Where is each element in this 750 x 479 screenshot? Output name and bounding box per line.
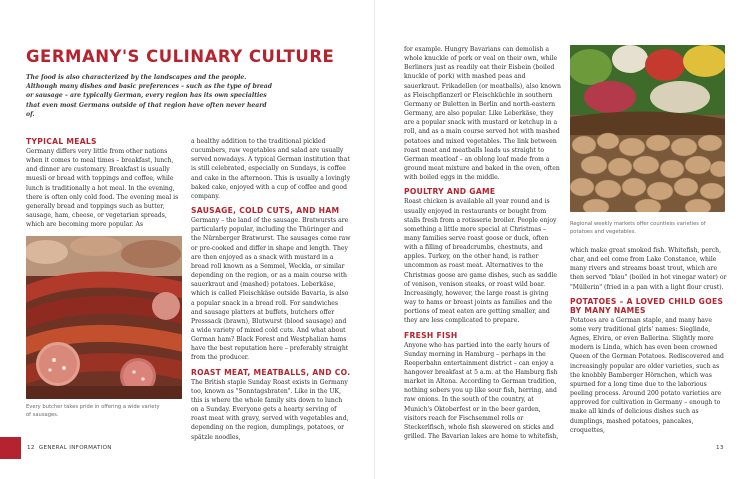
typical-meals-body: Germany differs very little from other nations when it comes to meal times – breakfast, lunch, and dinner are customary. Breakfast is usually muesli or bread with toppings and coffee, while lunch is traditionally a hot meal. In the evening, there is often only cold food. The evening meal is generally bread and toppings such as butter, sausage, ham, cheese, or vegetarian spreads, which are becoming more popular. As	[26, 148, 179, 229]
heading-poultry: POULTRY AND GAME	[404, 187, 496, 197]
column-2	[191, 137, 351, 442]
market-caption: Regional weekly markets offer countless varieties of potatoes and vegetables.	[570, 221, 706, 235]
vegetable-market-image	[570, 45, 725, 212]
butcher-photo	[26, 236, 182, 399]
roast-meat-body: The British staple Sunday Roast exists in Germany too, known as "Sonntagsbraten". Like in the UK, this is where the whole family sits down to lunch on a Sunday. Everyone gets a hearty serving of roast meat with gravy, served with vegetables and, depending on the region, dumplings, potatoes, or spätzle noodles,	[191, 378, 349, 441]
column-1	[26, 137, 183, 229]
butcher-caption: Every butcher takes pride in offering a wide variety of sausages.	[26, 404, 160, 418]
fresh-fish-continued: which make great smoked fish. Whitefish, perch, char, and eel come from Lake Constance, while many rivers and streams boast trout, which are then served "blau" (boiled in hot vinegar water) or "Müllerin" (fried in a pan with a light flour crust).	[570, 247, 727, 291]
footer-right-folio: 13	[716, 445, 724, 451]
poultry-body: Roast chicken is available all year round and is usually enjoyed in restaurants or bought from stalls fresh from a rotisserie broiler. People enjoy something a little more special at Christmas – many families serve roast goose or duck, often with a filling of breadcrumbs, chestnuts, and apples. Turkey, on the other hand, is rather uncommon as roast meat. Alternatives to the Christmas goose are game dishes, such as saddle of venison, venison steaks, or roast wild boar. Increasingly, however, the large roast is giving way to hams or breast joints as families and the portions of meat eaten are getting smaller, and they are less complicated to prepare.	[404, 198, 558, 325]
typical-meals-continued: a healthy addition to the traditional pickled cucumbers, raw vegetables and salad are usually served nowadays. A typical German institution that is still celebrated, especially on Sundays, is coffee and cake in the afternoon. This is usually a lovingly baked cake, enjoyed with a cup of coffee and good company.	[191, 138, 351, 200]
sausage-body: Germany – the land of the sausage. Bratwursts are particularly popular, including the Thüringer and the Nürnberger Bratwurst. The sausages come raw or pre-cooked and differ in shape and length. They are then enjoyed as a snack with mustard in a bread roll known as a Semmel, Weckla, or similar depending on the region, or as a main course with sauerkraut and (mashed) potatoes. Leberkäse, which is called Fleischkäse outside Bavaria, is also a popular snack in a bread roll. For sandwiches and sausage platters at buffets, butchers offer Presssack (brawn), Blutwurst (blood sausage) and a wide variety of mixed cold cuts. And what about German ham? Black Forest and Westphalian hams have the best reputation here – preferably straight from the producer.	[191, 217, 351, 362]
sausage-display-image	[26, 236, 182, 399]
heading-roast-meat: ROAST MEAT, MEATBALLS, AND CO.	[191, 367, 351, 377]
heading-potatoes: POTATOES – A LOVED CHILD GOES BY MANY NAMES	[570, 296, 724, 315]
article-title: GERMANY'S CULINARY CULTURE	[26, 47, 335, 66]
column-4	[570, 246, 728, 435]
roast-meat-continued: for example. Hungry Bavarians can demolish a whole knuckle of pork or veal on their own, while Berliners just as readily eat their Eisbein (boiled knuckle of pork) with mashed peas and sauerkraut. Frikadellen (or meatballs), also known as Fleischpflanzerl or Fleischküchle in southern Germany or Buletten in Berlin and north-eastern Germany, are also popular. Like Leberkäse, they are a popular snack with mustard or ketchup in a roll, and as a main course served hot with mashed potatoes and mixed vegetables. The link between roast meat and meatballs leads us straight to German meatloaf – an oblong loaf made from a ground meat mixture and baked in the oven, often with boiled eggs in the middle.	[404, 46, 561, 182]
footer-left-folio: 12 GENERAL INFORMATION	[27, 445, 112, 451]
heading-sausage: SAUSAGE, COLD CUTS, AND HAM	[191, 206, 340, 216]
fresh-fish-body: Anyone who has partied into the early hours of Sunday morning in Hamburg – perhaps in the Reeperbahn entertainment district – can enjoy a hangover breakfast at 5 a.m. at the Hamburg fish market in Altona. According to German tradition, nothing sobers you up like sour fish, herring, and raw onions. In the south of the country, at Munich's Oktoberfest or in the beer garden, visitors reach for Fischsemmel rolls or Steckerlfisch, whole fish skewered on sticks and grilled. The Bavarian lakes are home to whitefish,	[404, 341, 559, 441]
column-3	[404, 45, 562, 441]
potatoes-body: Potatoes are a German staple, and many have some very traditional girls' names: Sieglinde, Agnes, Elvira, or even Ballerina. Slightly more modern is Linda, which has even been crowned Queen of the German Potatoes. Rediscovered and increasingly popular are older varieties, such as the knobbly Bamberger Hörnchen, which was spurned for a long time due to the laborious peeling process. Around 200 potato varieties are approved for cultivation in Germany – enough to make all kinds of delicious dishes such as dumplings, mashed potatoes, pancakes, croquettes,	[570, 316, 724, 434]
heading-typical-meals: TYPICAL MEALS	[26, 137, 97, 146]
heading-fresh-fish: FRESH FISH	[404, 330, 458, 340]
folio-accent-box	[0, 437, 21, 459]
article-intro: The food is also characterized by the landscapes and the people. Although many dishes and basic preferences – such as the type of bread or sausage – are typically German, every region has its own specialties that even most Germans outside of that region have often never heard of.	[26, 74, 273, 118]
page-gutter	[374, 0, 375, 479]
market-photo	[570, 45, 725, 212]
